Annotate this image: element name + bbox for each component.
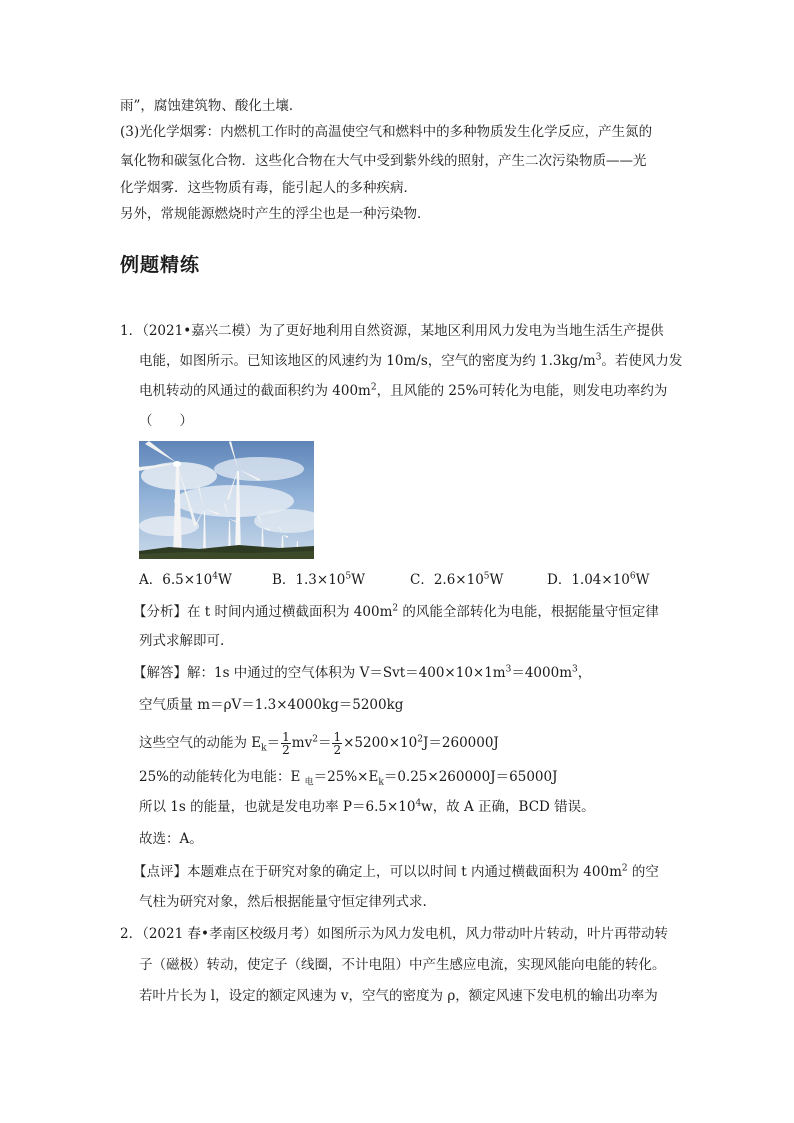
wind-turbine-photo bbox=[139, 441, 314, 559]
comment-line-1: 【点评】本题难点在于研究对象的确定上，可以以时间 t 内通过横截面积为 $400m^2$ 的空 bbox=[133, 863, 659, 880]
solution-line-4: 25%的动能转化为电能：E $_电=25\%\times E_k=0.25\times 260000J=65000J$ bbox=[139, 769, 558, 788]
q1-line-3: 电机转动的风通过的截面积约为 $400m^2$，且风能的 25%可转化为电能，则发电功率约为 bbox=[139, 382, 668, 399]
option-a: A．$6.5\times 10^4W$ bbox=[139, 571, 232, 588]
q1-line-2: 电能，如图所示。已知该地区的风速约为 10m/s，空气的密度为约 $1.3kg/m^3$。若使风力发 bbox=[139, 352, 683, 369]
solution-line-1: 【解答】解：1s 中通过的空气体积为 $V=Svt=400\times 10\times 1m^3=4000m^3$， bbox=[133, 664, 592, 681]
solution-line-2: 空气质量 m＝ρV＝1.3×4000kg＝5200kg bbox=[139, 697, 404, 713]
option-d: D．$1.04\times 10^6W$ bbox=[547, 571, 650, 588]
choice-line: 故选：A。 bbox=[139, 831, 203, 847]
q1-line-1: 1．（2021•嘉兴二模）为了更好地利用自然资源，某地区利用风力发电为当地生活生产提供 bbox=[120, 323, 664, 339]
q2-line-3: 若叶片长为 l，设定的额定风速为 v，空气的密度为 ρ，额定风速下发电机的输出功率为 bbox=[139, 988, 658, 1004]
fraction-half-2: $\frac{1}{2}$ bbox=[333, 730, 342, 757]
q2-line-1: 2．（2021 春•孝南区校级月考）如图所示为风力发电机，风力带动叶片转动，叶片再带动转 bbox=[120, 926, 668, 942]
analysis-line-1: 【分析】在 t 时间内通过横截面积为 $400m^2$ 的风能全部转化为电能，根据能量守恒定律 bbox=[133, 603, 659, 620]
intro-line-3: 氧化物和碳氢化合物．这些化合物在大气中受到紫外线的照射，产生二次污染物质——光 bbox=[120, 153, 647, 169]
option-c: C．$2.6\times 10^5W$ bbox=[410, 571, 504, 588]
comment-line-2: 气柱为研究对象，然后根据能量守恒定律列式求. bbox=[139, 894, 427, 910]
q2-line-2: 子（磁极）转动，使定子（线圈，不计电阻）中产生感应电流，实现风能向电能的转化。 bbox=[139, 957, 666, 973]
intro-line-4: 化学烟雾．这些物质有毒，能引起人的多种疾病． bbox=[120, 180, 417, 196]
option-b: B．$1.3\times 10^5W$ bbox=[272, 571, 366, 588]
solution-line-3: 这些空气的动能为 $E_k=$ $\frac{1}{2}$ $mv^2=$ $\frac{1}{2}$ $\times 5200\times 10^2J=260000J$ bbox=[139, 730, 499, 757]
fraction-half: $\frac{1}{2}$ bbox=[282, 730, 290, 757]
analysis-line-2: 列式求解即可. bbox=[139, 633, 225, 649]
intro-line-2: (3)光化学烟雾：内燃机工作时的高温使空气和燃料中的多种物质发生化学反应，产生氮的 bbox=[120, 124, 653, 140]
q1-answer-paren: （ ） bbox=[139, 413, 193, 429]
section-title: 例题精练 bbox=[120, 254, 201, 276]
intro-line-1: 雨”，腐蚀建筑物、酸化土壤． bbox=[120, 98, 303, 114]
intro-line-5: 另外，常规能源燃烧时产生的浮尘也是一种污染物． bbox=[120, 206, 431, 222]
solution-line-5: 所以 1s 的能量，也就是发电功率 $P=6.5\times 10^4w$，故 A 正确，BCD 错误。 bbox=[139, 798, 595, 815]
